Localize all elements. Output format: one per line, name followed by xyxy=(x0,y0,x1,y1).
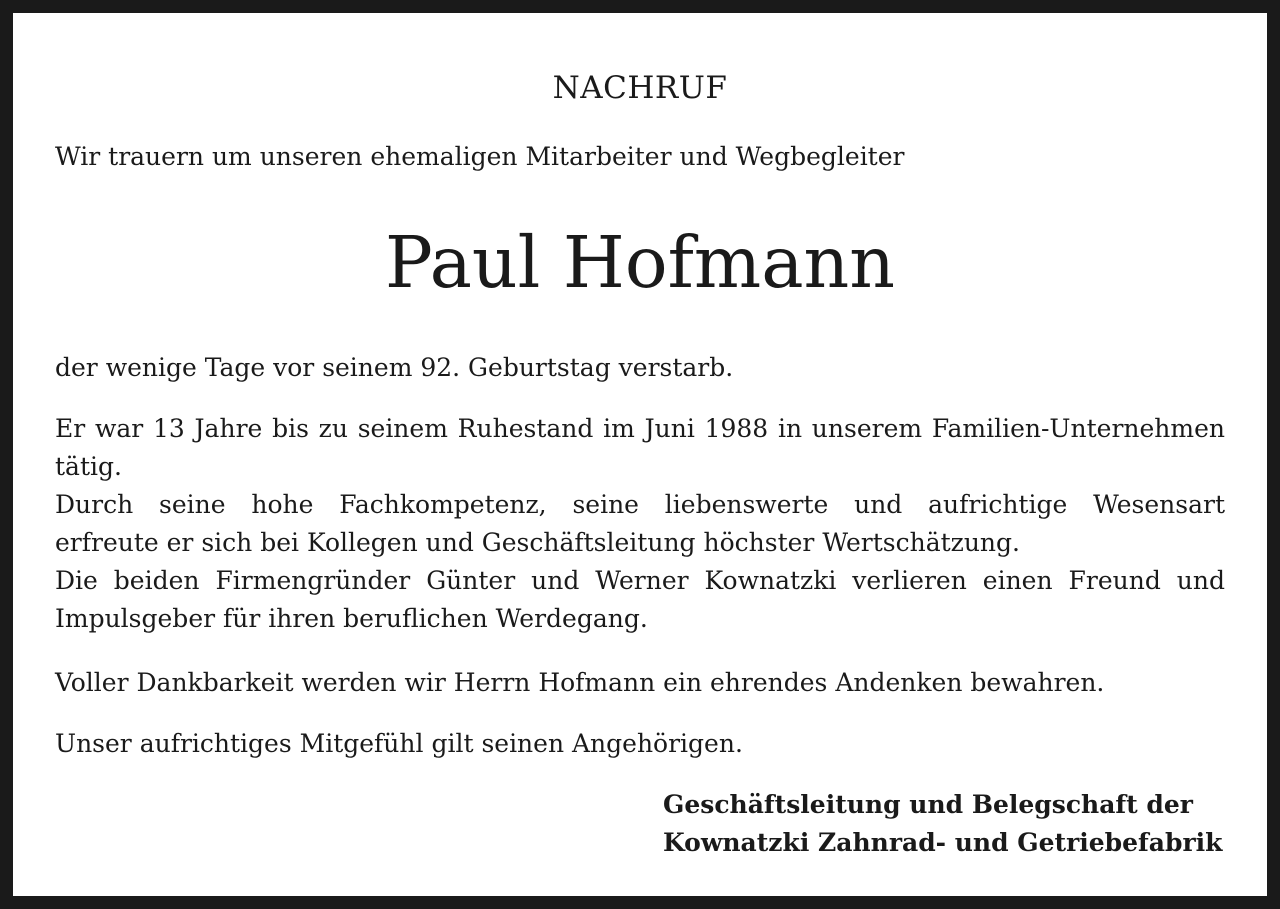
deceased-name: Paul Hofmann xyxy=(385,221,895,304)
career-line-6: Impulsgeber für ihren beruflichen Werdegang. xyxy=(55,604,648,633)
signature-line-2: Kownatzki Zahnrad- und Getriebefabrik xyxy=(663,828,1223,857)
career-line-5: Die beiden Firmengründer Günter und Werner Kownatzki verlieren einen Freund und xyxy=(55,566,1225,595)
career-line-3: Durch seine hohe Fachkompetenz, seine liebenswerte und aufrichtige Wesensart xyxy=(55,490,1225,519)
career-line-2: tätig. xyxy=(55,452,122,481)
career-line-4: erfreute er sich bei Kollegen und Geschäftsleitung höchster Wertschätzung. xyxy=(55,528,1020,557)
signature-line-1: Geschäftsleitung und Belegschaft der xyxy=(663,790,1193,819)
notice-heading: NACHRUF xyxy=(552,70,728,106)
death-text: der wenige Tage vor seinem 92. Geburtstag verstarb. xyxy=(55,353,734,382)
obituary-notice xyxy=(13,13,1267,896)
gratitude-text: Voller Dankbarkeit werden wir Herrn Hofmann ein ehrendes Andenken bewahren. xyxy=(55,668,1105,697)
condolence-text: Unser aufrichtiges Mitgefühl gilt seinen Angehörigen. xyxy=(55,729,743,758)
career-line-1: Er war 13 Jahre bis zu seinem Ruhestand im Juni 1988 in unserem Familien-Unternehmen xyxy=(55,414,1225,443)
intro-text: Wir trauern um unseren ehemaligen Mitarbeiter und Wegbegleiter xyxy=(55,142,905,171)
